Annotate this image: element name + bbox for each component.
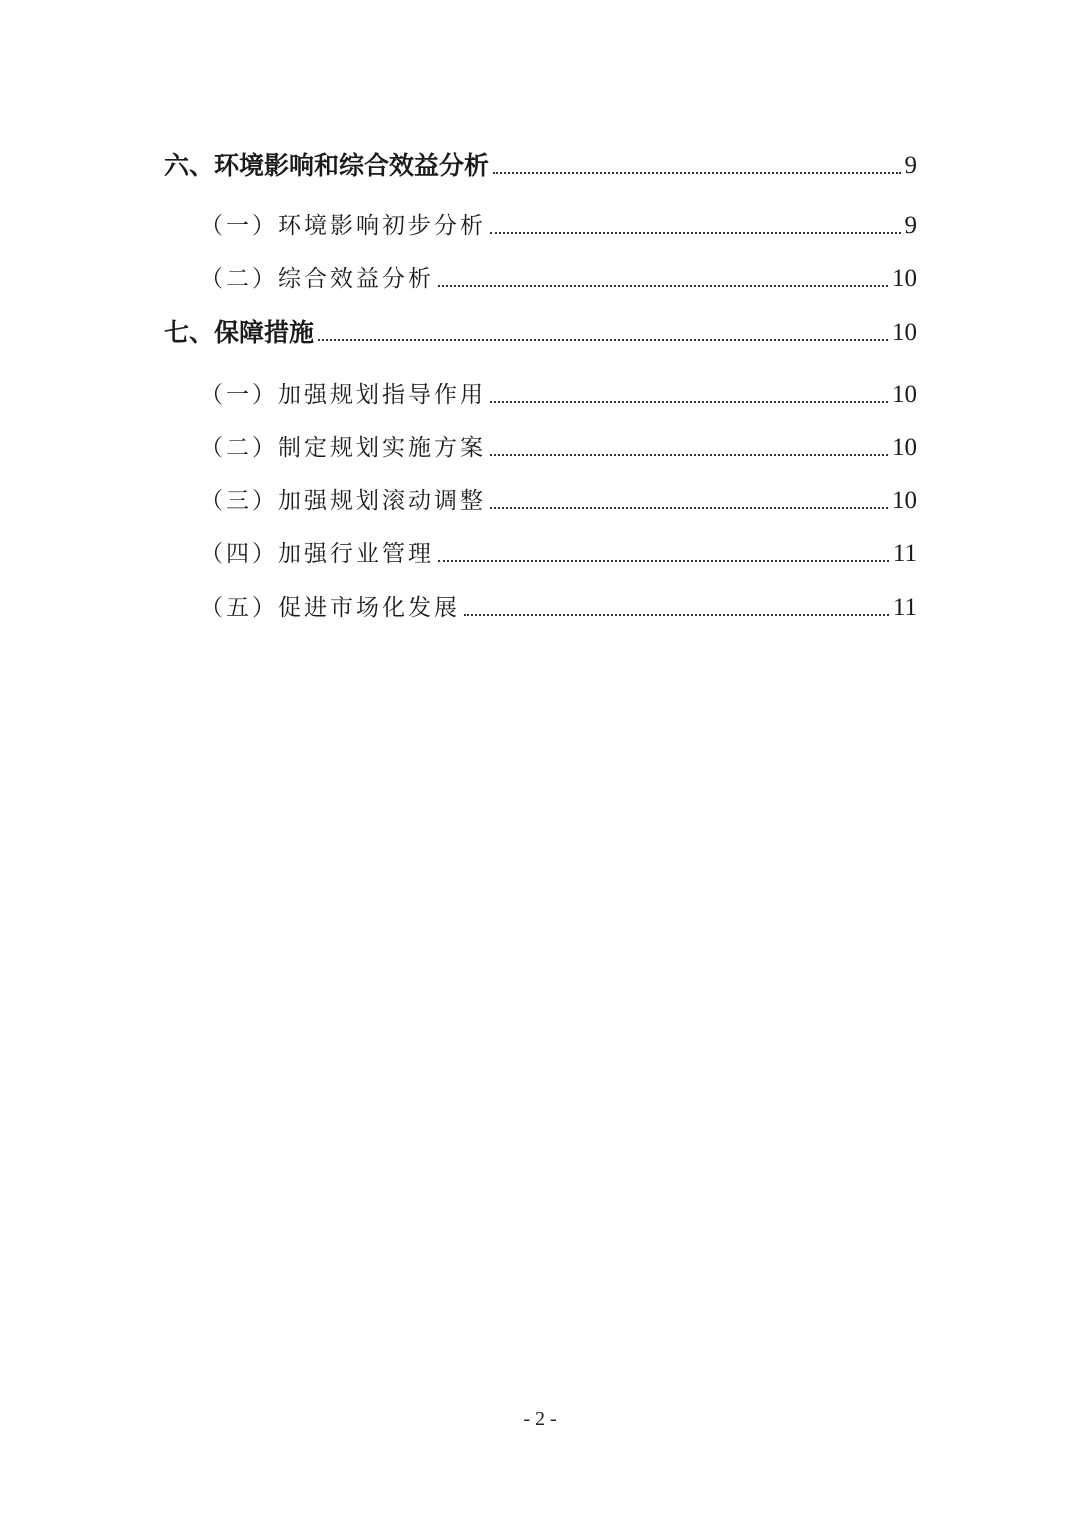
toc-entry-page: 10 <box>892 265 917 292</box>
toc-dot-leader <box>490 401 888 403</box>
toc-dot-leader <box>438 285 888 287</box>
toc-entry-sub[interactable] <box>200 585 917 625</box>
toc-dot-leader <box>464 614 889 616</box>
toc-dot-leader <box>493 172 900 174</box>
toc-entry-page: 9 <box>904 212 917 239</box>
toc-entry-major[interactable] <box>164 310 917 350</box>
toc-entry-title: （五）促进市场化发展 <box>200 595 460 621</box>
toc-entry-title: （二）综合效益分析 <box>200 266 434 292</box>
toc-entry-sub[interactable] <box>200 256 917 296</box>
toc-entry-title: 七、保障措施 <box>164 318 315 347</box>
toc-entry-page: 10 <box>892 381 917 408</box>
toc-entry-major[interactable] <box>164 143 917 183</box>
toc-entry-page: 11 <box>892 540 917 567</box>
toc-entry-sub[interactable] <box>200 203 917 243</box>
toc-dot-leader <box>490 232 901 234</box>
toc-dot-leader <box>490 507 888 509</box>
toc-entry-sub[interactable] <box>200 531 917 571</box>
toc-entry-page: 10 <box>892 319 917 346</box>
toc-entry-sub[interactable] <box>200 478 917 518</box>
toc-entry-sub[interactable] <box>200 372 917 412</box>
toc-entry-title: 六、环境影响和综合效益分析 <box>164 151 490 180</box>
toc-dot-leader <box>318 339 888 341</box>
toc-entry-sub[interactable] <box>200 425 917 465</box>
toc-entry-title: （三）加强规划滚动调整 <box>200 488 486 514</box>
toc-entry-title: （一）加强规划指导作用 <box>200 382 486 408</box>
toc-dot-leader <box>490 454 888 456</box>
page-number: - 2 - <box>523 1408 557 1430</box>
toc-entry-page: 10 <box>892 487 917 514</box>
toc-dot-leader <box>438 560 889 562</box>
toc-entry-title: （一）环境影响初步分析 <box>200 213 486 239</box>
toc-entry-page: 11 <box>892 594 917 621</box>
toc-entry-page: 9 <box>904 152 917 179</box>
toc-entry-title: （二）制定规划实施方案 <box>200 435 486 461</box>
toc-entry-title: （四）加强行业管理 <box>200 541 434 567</box>
toc-entry-page: 10 <box>892 434 917 461</box>
